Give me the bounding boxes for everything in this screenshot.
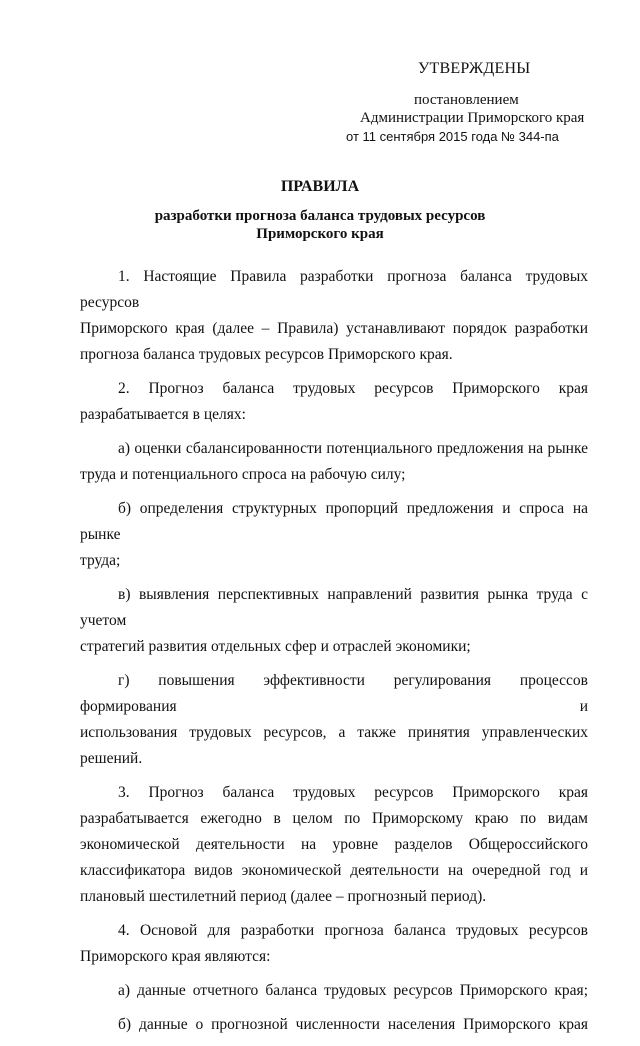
paragraph-line: использования трудовых ресурсов, а также принятия управленческих решений. [80, 724, 588, 767]
paragraph-line: б) данные о прогнозной численности населения Приморского края [118, 1016, 588, 1033]
approval-title: УТВЕРЖДЕНЫ [418, 60, 531, 77]
approval-line-2: Администрации Приморского края [360, 110, 585, 126]
document-subtitle-line-1: разработки прогноза баланса трудовых ресурсов [154, 208, 486, 224]
paragraph-line: разрабатывается в целях: [80, 406, 246, 423]
paragraph-line: Приморского края являются: [80, 948, 271, 965]
paragraph-line: труда и потенциального спроса на рабочую силу; [80, 466, 406, 483]
paragraph-4 [80, 918, 588, 970]
paragraph-line: 4. Основой для разработки прогноза баланса трудовых ресурсов [118, 922, 588, 939]
paragraph-4b [80, 1012, 588, 1038]
paragraph-line: в) выявления перспективных направлений развития рынка труда с учетом [80, 586, 588, 629]
paragraph-4a [80, 978, 588, 1004]
document-body [80, 264, 588, 1046]
paragraph-line: а) данные отчетного баланса трудовых ресурсов Приморского края; [118, 982, 588, 999]
paragraph-2d [80, 668, 588, 772]
paragraph-line: 3. Прогноз баланса трудовых ресурсов Приморского края [118, 784, 588, 801]
paragraph-line: прогноза баланса трудовых ресурсов Приморского края. [80, 346, 453, 363]
paragraph-line: Приморского края (далее – Правила) устанавливают порядок разработки [80, 320, 588, 337]
paragraph-2a [80, 436, 588, 488]
paragraph-line: разрабатывается ежегодно в целом по Приморскому краю по видам [80, 810, 588, 827]
paragraph-line: 1. Настоящие Правила разработки прогноза баланса трудовых ресурсов [80, 268, 588, 311]
paragraph-2c [80, 582, 588, 660]
paragraph-2 [80, 376, 588, 428]
paragraph-line: а) оценки сбалансированности потенциального предложения на рынке [118, 440, 588, 457]
paragraph-line: 2. Прогноз баланса трудовых ресурсов Приморского края [118, 380, 588, 397]
paragraph-line: стратегий развития отдельных сфер и отраслей экономики; [80, 638, 471, 655]
paragraph-line: г) повышения эффективности регулирования процессов формирования и [80, 672, 588, 715]
approval-date-number: от 11 сентября 2015 года № 344-па [346, 129, 559, 144]
approval-line-1: постановлением [414, 92, 519, 108]
paragraph-2b [80, 496, 588, 574]
paragraph-line: плановый шестилетний период (далее – прогнозный период). [80, 888, 487, 905]
paragraph-1 [80, 264, 588, 368]
paragraph-3 [80, 780, 588, 910]
paragraph-line: классификатора видов экономической деятельности на очередной год и [80, 862, 588, 879]
paragraph-line: труда; [80, 552, 121, 569]
document-title: ПРАВИЛА [280, 178, 360, 195]
paragraph-line: б) определения структурных пропорций предложения и спроса на рынке [80, 500, 588, 543]
paragraph-line: экономической деятельности на уровне разделов Общероссийского [80, 836, 588, 853]
document-subtitle-line-2: Приморского края [256, 226, 384, 242]
